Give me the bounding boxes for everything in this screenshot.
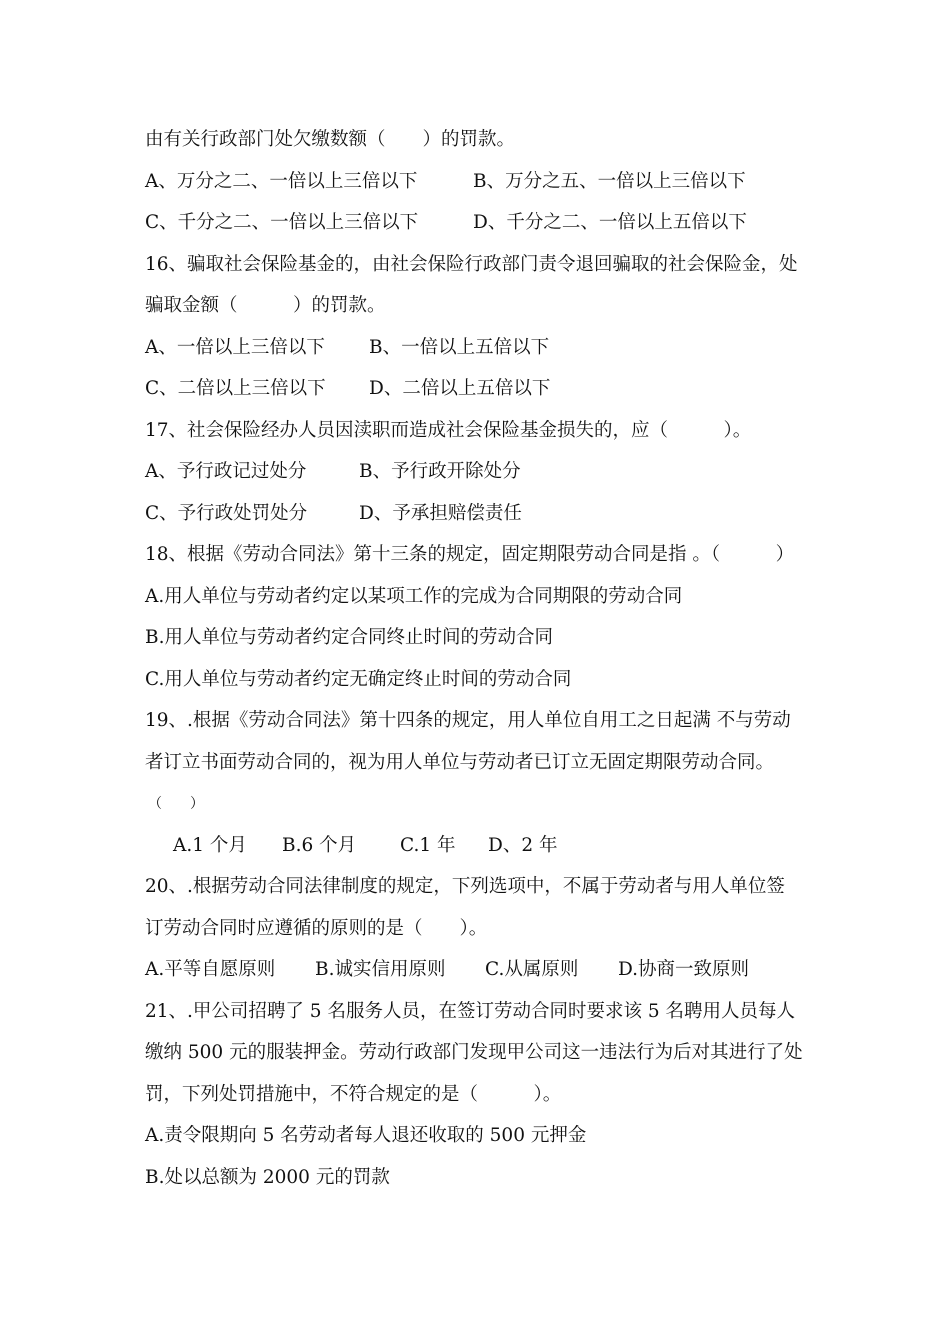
q18-option-c: C.用人单位与劳动者约定无确定终止时间的劳动合同 [145, 669, 572, 690]
q15-option-a: A、万分之二、一倍以上三倍以下 [145, 171, 418, 192]
q18-option-a: A.用人单位与劳动者约定以某项工作的完成为合同期限的劳动合同 [145, 586, 683, 607]
q17-option-d: D、予承担赔偿责任 [359, 503, 522, 524]
q19-stem-line-3: （ ） [148, 796, 204, 812]
q15-option-c: C、千分之二、一倍以上三倍以下 [145, 212, 419, 233]
q20-stem-line-1: 20、.根据劳动合同法律制度的规定，下列选项中，不属于劳动者与用人单位签 [145, 876, 785, 897]
q17-option-a: A、予行政记过处分 [145, 461, 307, 482]
q21-stem-line-3: 罚，下列处罚措施中，不符合规定的是（ ）。 [145, 1084, 562, 1105]
q20-option-c: C.从属原则 [485, 959, 579, 980]
q17-option-b: B、予行政开除处分 [359, 461, 521, 482]
q20-option-a: A.平等自愿原则 [145, 959, 276, 980]
q21-option-a: A.责令限期向 5 名劳动者每人退还收取的 500 元押金 [145, 1125, 587, 1146]
q16-option-a: A、一倍以上三倍以下 [145, 337, 325, 358]
q16-option-d: D、二倍以上五倍以下 [369, 378, 551, 399]
q15-option-b: B、万分之五、一倍以上三倍以下 [473, 171, 746, 192]
q16-option-b: B、一倍以上五倍以下 [369, 337, 550, 358]
q20-option-d: D.协商一致原则 [618, 959, 750, 980]
q16-stem-line-1: 16、骗取社会保险基金的，由社会保险行政部门责令退回骗取的社会保险金，处 [145, 254, 798, 275]
q21-stem-line-1: 21、.甲公司招聘了 5 名服务人员，在签订劳动合同时要求该 5 名聘用人员每人 [145, 1001, 795, 1022]
q19-option-a: A.1 个月 [173, 835, 247, 856]
q18-option-b: B.用人单位与劳动者约定合同终止时间的劳动合同 [145, 627, 553, 648]
q19-stem-line-1: 19、.根据《劳动合同法》第十四条的规定，用人单位自用工之日起满 不与劳动 [145, 710, 791, 731]
q18-stem: 18、根据《劳动合同法》第十三条的规定，固定期限劳动合同是指 。（ ） [145, 544, 795, 565]
q20-stem-line-2: 订劳动合同时应遵循的原则的是（ ）。 [145, 918, 488, 939]
q21-stem-line-2: 缴纳 500 元的服装押金。劳动行政部门发现甲公司这一违法行为后对其进行了处 [145, 1042, 803, 1063]
q21-option-b: B.处以总额为 2000 元的罚款 [145, 1167, 390, 1188]
q16-option-c: C、二倍以上三倍以下 [145, 378, 326, 399]
q17-stem: 17、社会保险经办人员因渎职而造成社会保险基金损失的，应（ ）。 [145, 420, 752, 441]
q19-option-d: D、2 年 [488, 835, 558, 856]
q17-option-c: C、予行政处罚处分 [145, 503, 308, 524]
q19-option-b: B.6 个月 [282, 835, 357, 856]
q19-stem-line-2: 者订立书面劳动合同的，视为用人单位与劳动者已订立无固定期限劳动合同。 [145, 752, 775, 773]
q20-option-b: B.诚实信用原则 [315, 959, 446, 980]
q15-option-d: D、千分之二、一倍以上五倍以下 [473, 212, 747, 233]
q19-option-c: C.1 年 [400, 835, 456, 856]
q15-stem-continued: 由有关行政部门处欠缴数额（ ）的罚款。 [145, 129, 516, 150]
q16-stem-line-2: 骗取金额（ ）的罚款。 [145, 295, 386, 316]
